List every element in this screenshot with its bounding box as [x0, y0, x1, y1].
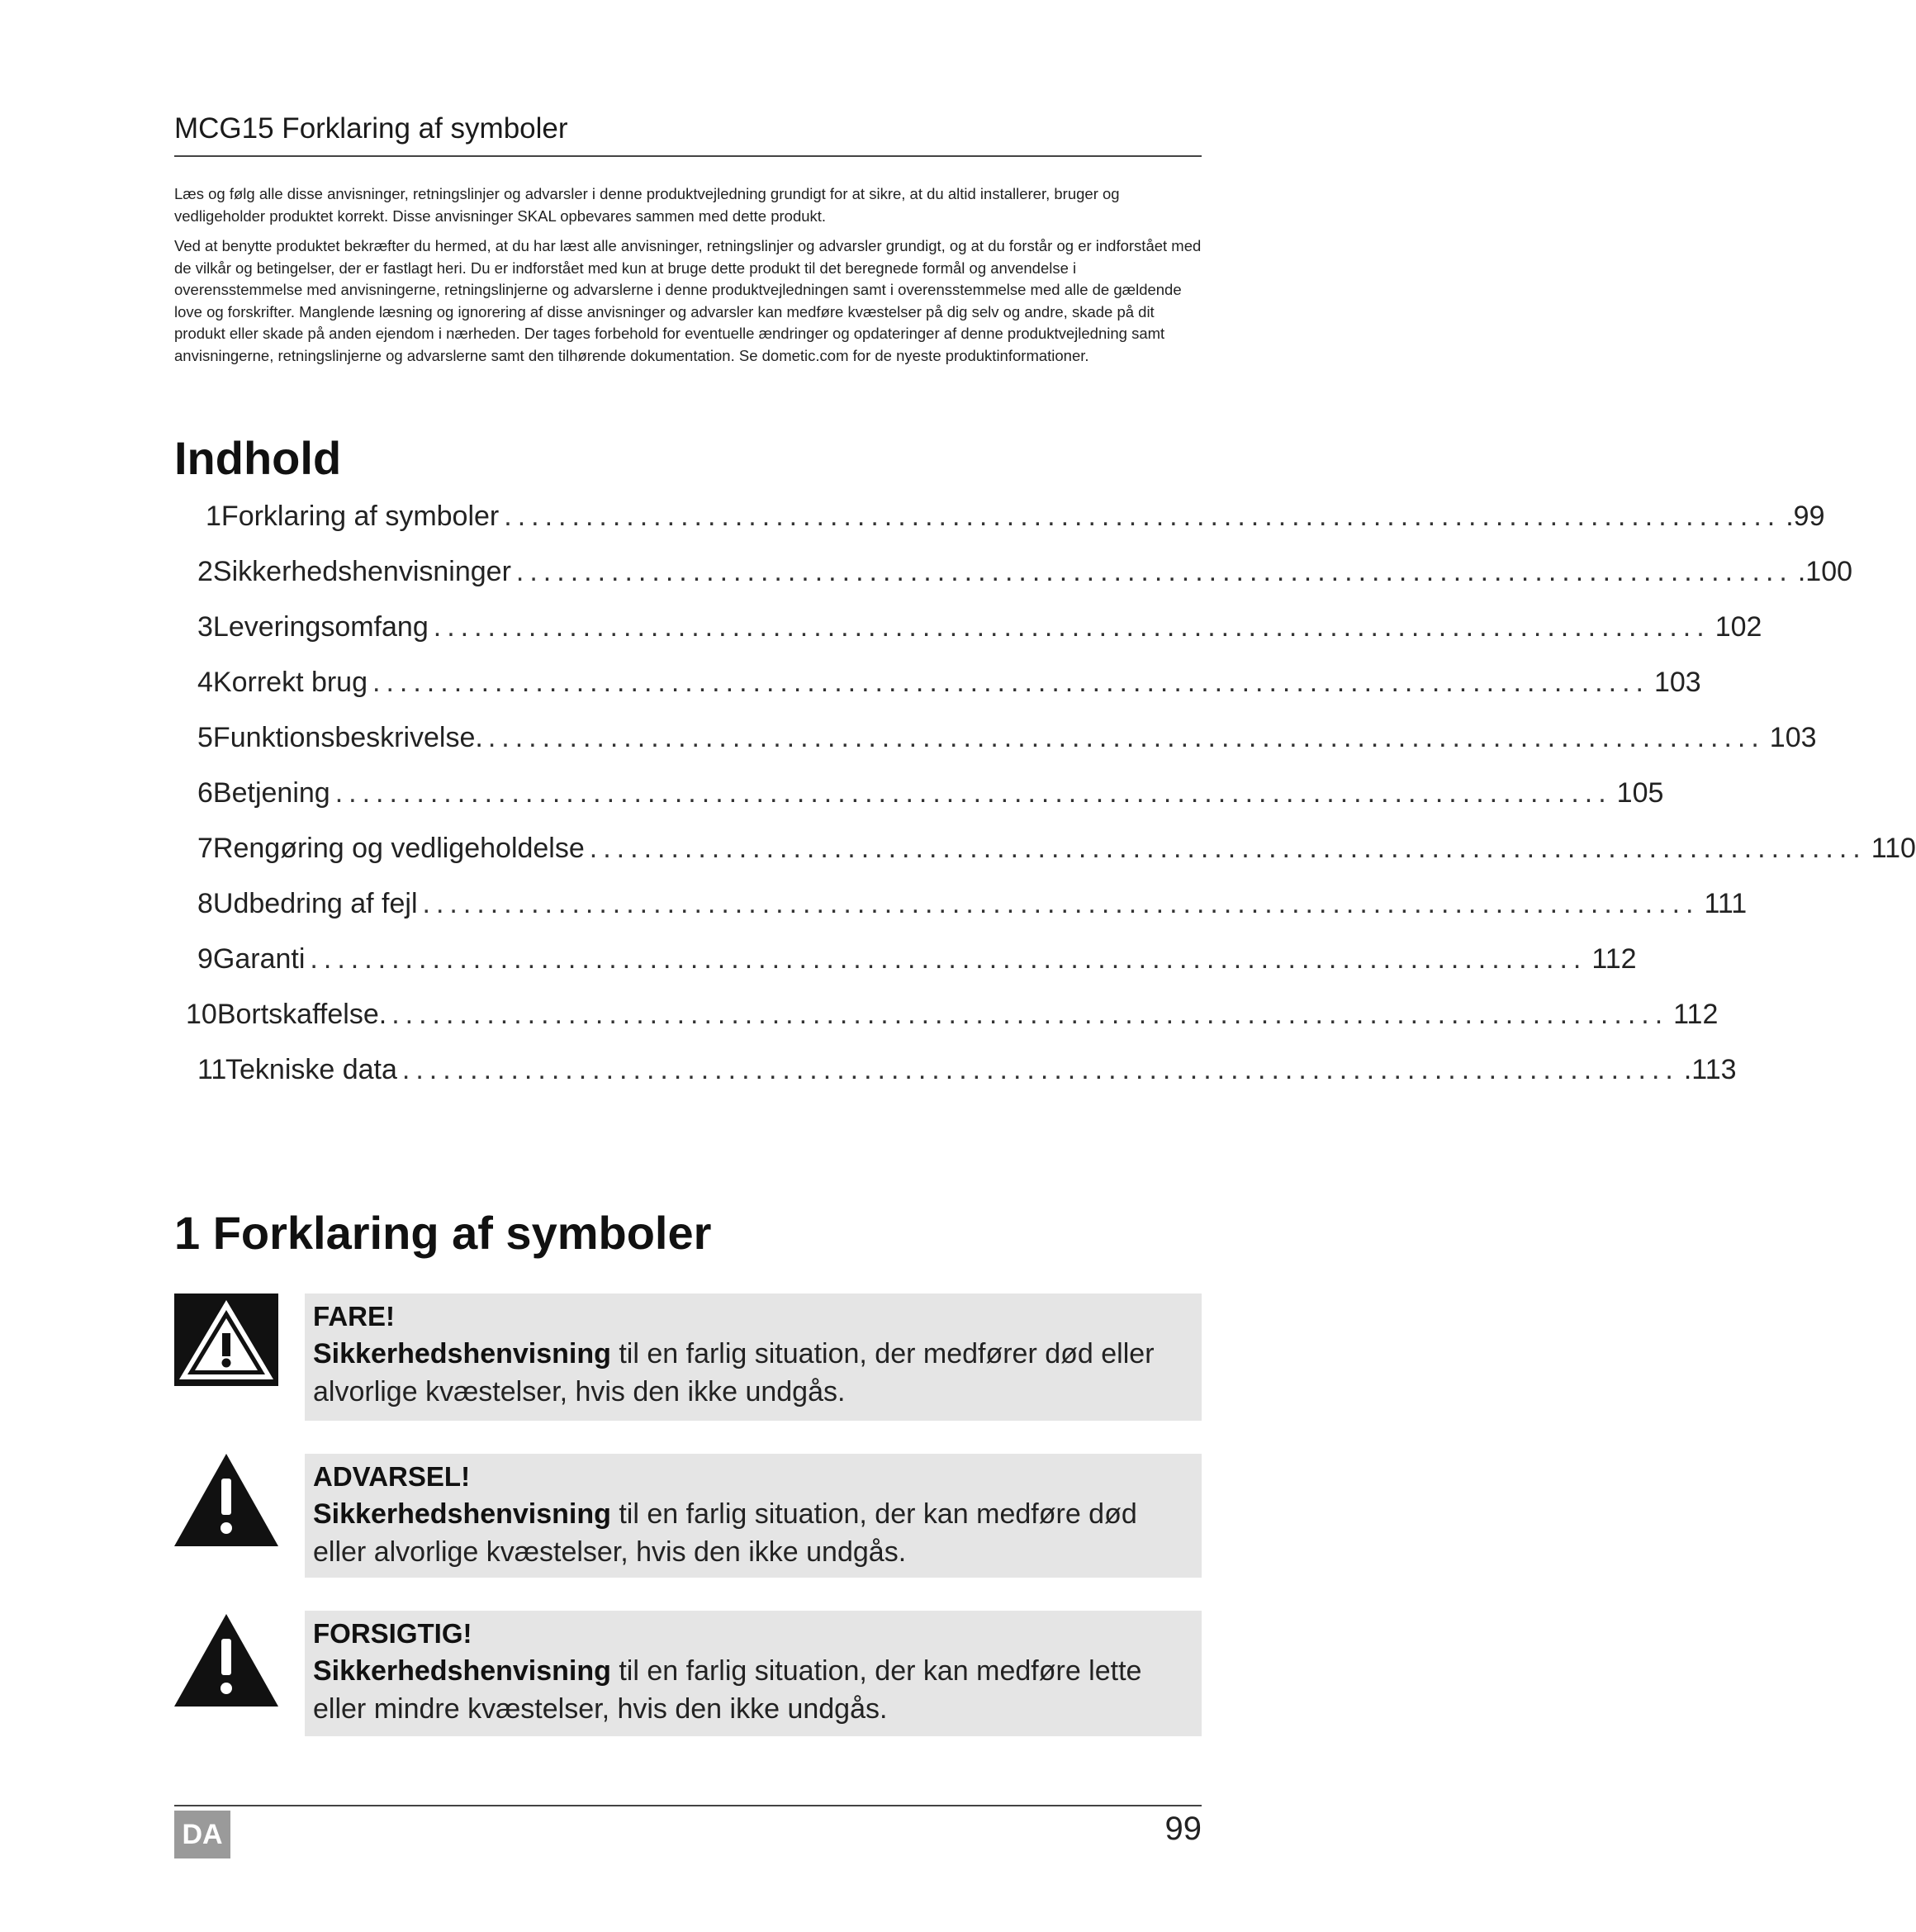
- notice-strong: Sikkerhedshenvisning: [313, 1498, 611, 1530]
- toc-leader-dots: ..............................................................................................: [422, 888, 1700, 919]
- toc-entry[interactable]: [206, 501, 1825, 542]
- toc-entry-number: 2: [197, 556, 213, 587]
- toc-entry-label: Funktionsbeskrivelse.: [212, 722, 483, 753]
- toc-entry-number: 10: [186, 999, 217, 1030]
- toc-entry-label: Garanti: [212, 943, 306, 975]
- toc-entry-label: Korrekt brug: [212, 667, 368, 698]
- notice-box: [305, 1294, 1202, 1421]
- toc-entry-number: 7: [197, 833, 213, 864]
- page-number: 99: [1164, 1811, 1202, 1847]
- toc-entry[interactable]: [197, 943, 1637, 985]
- toc-entry-number: 3: [197, 611, 213, 643]
- toc-entry-number: 6: [197, 777, 213, 809]
- notice-text: [313, 1335, 1193, 1411]
- toc-entry-number: 11: [197, 1054, 227, 1085]
- toc-entry[interactable]: [197, 667, 1701, 708]
- notice-level: ADVARSEL!: [313, 1461, 471, 1492]
- danger-warning-icon: [174, 1294, 278, 1386]
- toc-entry-label: Udbedring af fejl: [212, 888, 418, 919]
- notice-body: til en farlig situation, der kan medføre lette eller mindre kvæstelser, hvis den ikke undgås.: [313, 1655, 1142, 1725]
- toc-entry-page: 102: [1714, 611, 1762, 643]
- toc-entry-page: .113: [1683, 1054, 1737, 1085]
- toc-entry-page: 112: [1591, 943, 1637, 975]
- intro-text: [174, 183, 1202, 375]
- toc-leader-dots: ..............................................................................................: [391, 999, 1669, 1030]
- toc-entry-page: 112: [1673, 999, 1719, 1030]
- toc-entry-page: .100: [1797, 556, 1853, 587]
- notice-body: til en farlig situation, der medfører død eller alvorlige kvæstelser, hvis den ikke undgås.: [313, 1338, 1155, 1407]
- notice-level: FORSIGTIG!: [313, 1618, 472, 1649]
- toc-leader-dots: ..............................................................................................: [487, 722, 1765, 753]
- toc-leader-dots: ..............................................................................................: [504, 501, 1781, 532]
- page-header-title: MCG15 Forklaring af symboler: [174, 112, 568, 145]
- notice-box: [305, 1454, 1202, 1578]
- toc-leader-dots: ..............................................................................................: [372, 667, 1649, 698]
- toc-entry-page: 111: [1704, 888, 1748, 919]
- toc-entry-number: 9: [197, 943, 213, 975]
- toc-entry-number: 1: [206, 501, 221, 532]
- footer-divider: [174, 1805, 1202, 1806]
- toc-entry-page: 103: [1769, 722, 1817, 753]
- toc-entry-label: Sikkerhedshenvisninger: [212, 556, 511, 587]
- toc-entry[interactable]: [197, 722, 1817, 763]
- notice-strong: Sikkerhedshenvisning: [313, 1338, 611, 1369]
- toc-entry-label: Bortskaffelse.: [216, 999, 387, 1030]
- notice-text: [313, 1652, 1193, 1728]
- toc-entry-label: Forklaring af symboler: [221, 501, 500, 532]
- toc-title: Indhold: [174, 432, 342, 484]
- toc-leader-dots: ..............................................................................................: [589, 833, 1866, 864]
- notice-body: til en farlig situation, der kan medføre død eller alvorlige kvæstelser, hvis den ikke undgås.: [313, 1498, 1137, 1568]
- notice-box: [305, 1611, 1202, 1736]
- notice-strong: Sikkerhedshenvisning: [313, 1655, 611, 1687]
- notice-level: FARE!: [313, 1301, 395, 1332]
- toc-entry[interactable]: [197, 1054, 1737, 1095]
- toc-entry-label: Tekniske data: [225, 1054, 397, 1085]
- toc-entry[interactable]: [197, 888, 1748, 929]
- warning-triangle-icon: [174, 1454, 278, 1546]
- toc-leader-dots: ..............................................................................................: [515, 556, 1793, 587]
- toc-entry[interactable]: [197, 777, 1664, 819]
- toc-leader-dots: ..............................................................................................: [310, 943, 1587, 975]
- toc-leader-dots: ..............................................................................................: [401, 1054, 1679, 1085]
- header-divider: [174, 155, 1202, 157]
- toc-entry[interactable]: [197, 833, 1916, 874]
- toc-entry[interactable]: [197, 611, 1762, 653]
- toc-entry-number: 5: [197, 722, 213, 753]
- toc-entry-number: 4: [197, 667, 213, 698]
- toc-entry-label: Rengøring og vedligeholdelse: [212, 833, 585, 864]
- section-title: 1 Forklaring af symboler: [174, 1207, 712, 1259]
- toc-entry-page: 110: [1871, 833, 1916, 864]
- intro-paragraph: Læs og følg alle disse anvisninger, retningslinjer og advarsler i denne produktvejledning grundigt for at sikre, at du altid installerer, bruger og vedligeholder produktet korrekt. Disse anvisninger SKAL opbevares sammen med dette produkt.: [174, 185, 1120, 225]
- toc-entry-page: 105: [1616, 777, 1664, 809]
- toc-entry-label: Leveringsomfang: [212, 611, 429, 643]
- language-badge: DA: [174, 1811, 230, 1858]
- toc-entry-number: 8: [197, 888, 213, 919]
- toc-entry-page: 103: [1653, 667, 1701, 698]
- toc-leader-dots: ..............................................................................................: [334, 777, 1612, 809]
- caution-triangle-icon: [174, 1614, 278, 1707]
- notice-text: [313, 1495, 1193, 1571]
- intro-paragraph: Ved at benytte produktet bekræfter du hermed, at du har læst alle anvisninger, retningslinjer og advarsler grundigt, og at du forstår og er indforstået med de vilkår og betingelser, der er fastlagt heri. Du er indforstået med kun at bruge dette produkt til det beregnede formål og anvendelse i overensstemmelse med anvisningerne, retningslinjerne og advarslerne i denne produktvejledningen samt i overensstemmelse med alle de gældende love og forskrifter. Manglende læsning og ignorering af disse anvisninger og advarsler kan medføre kvæstelser på dig selv og andre, skade på dit produkt eller skade på anden ejendom i nærheden. Der tages forbehold for eventuelle ændringer og opdateringer af denne produktvejledning samt anvisningerne, retningslinjerne og advarslerne samt den tilhørende dokumentation. Se dometic.com for de nyeste produktinformationer.: [174, 237, 1202, 364]
- toc-entry[interactable]: [197, 556, 1853, 597]
- toc-entry-page: .99: [1786, 501, 1825, 532]
- toc-entry-label: Betjening: [212, 777, 330, 809]
- toc-leader-dots: ..............................................................................................: [433, 611, 1710, 643]
- toc-entry[interactable]: [186, 999, 1719, 1040]
